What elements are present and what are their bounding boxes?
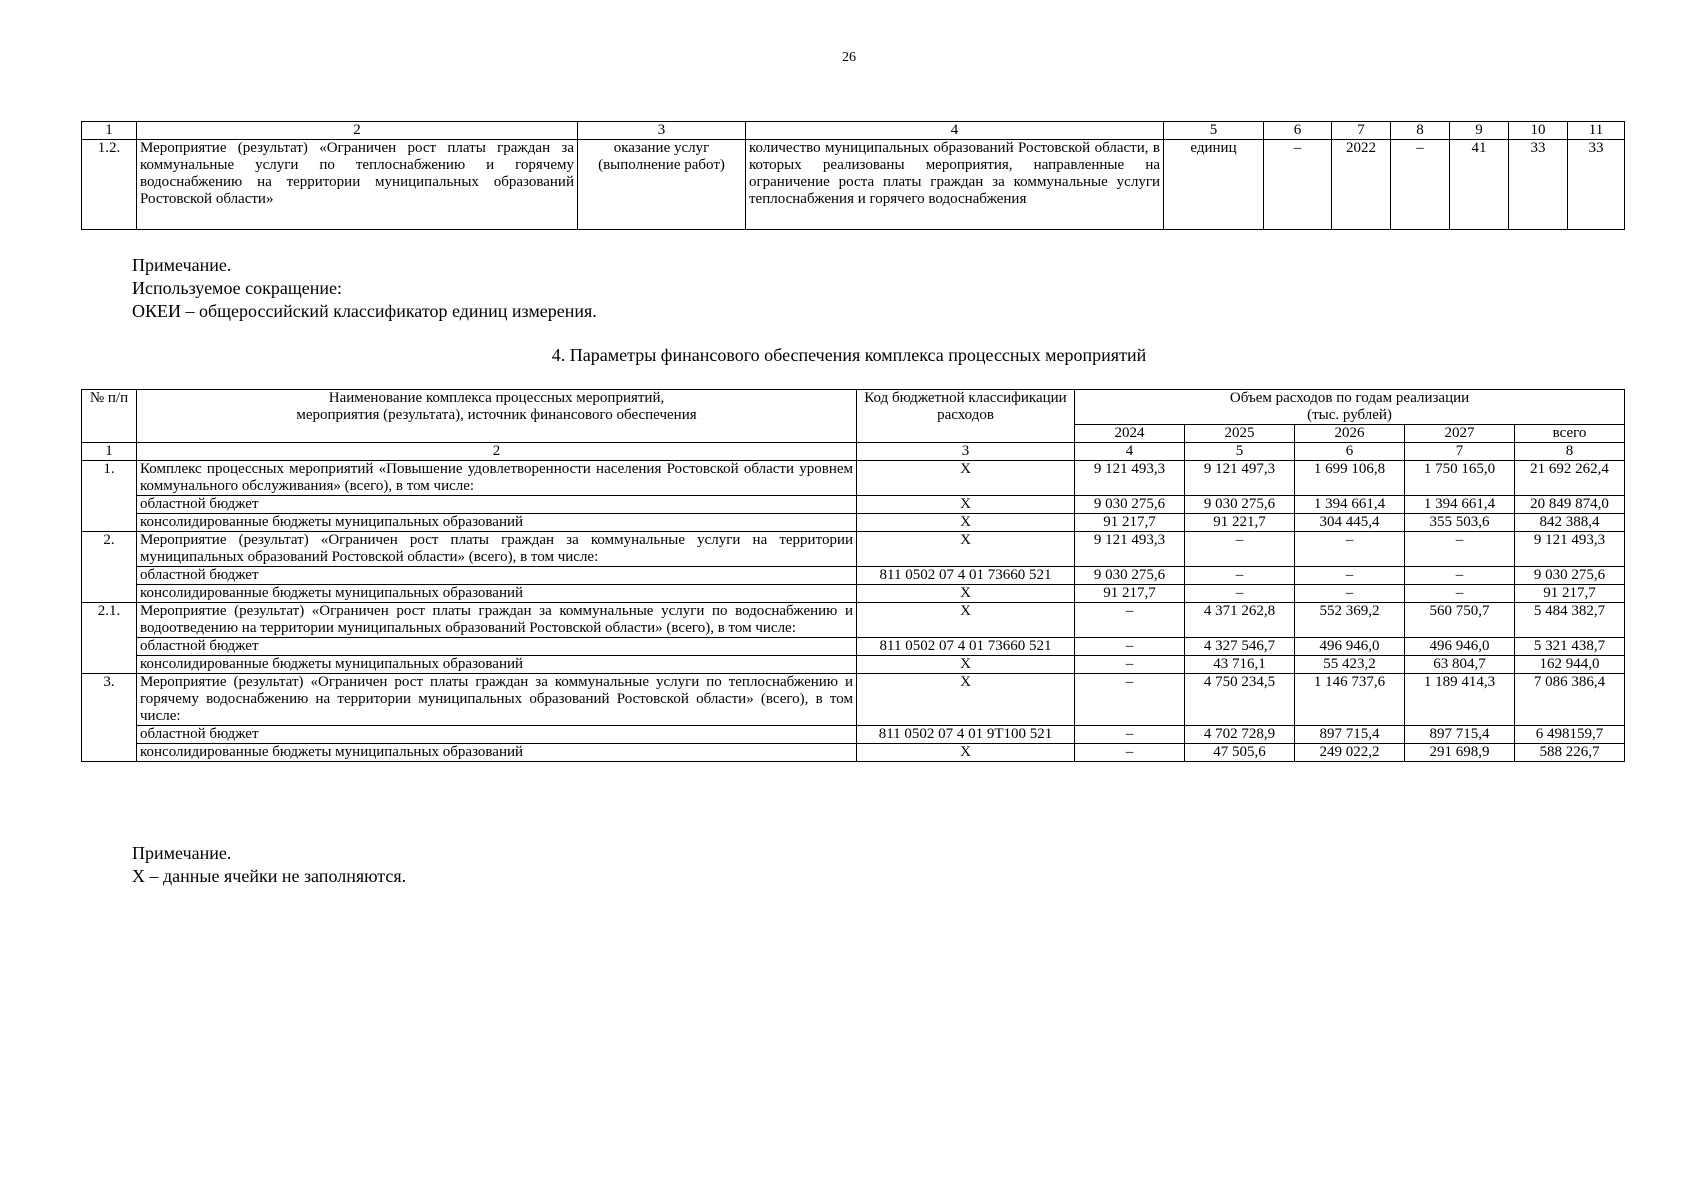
value-2027: – xyxy=(1405,532,1515,567)
column-number: 8 xyxy=(1391,122,1450,140)
value-2025: 4 702 728,9 xyxy=(1185,726,1295,744)
value-total: 842 388,4 xyxy=(1515,514,1625,532)
value-2024: 9 121 493,3 xyxy=(1075,532,1185,567)
value-2025: 9 030 275,6 xyxy=(1185,496,1295,514)
value-2025: 4 371 262,8 xyxy=(1185,603,1295,638)
value-2027: 355 503,6 xyxy=(1405,514,1515,532)
table-row xyxy=(82,638,1625,656)
year-header: 2026 xyxy=(1295,425,1405,443)
value-2025: 47 505,6 xyxy=(1185,744,1295,762)
value-2027: 63 804,7 xyxy=(1405,656,1515,674)
table-row xyxy=(82,744,1625,762)
table-row xyxy=(82,532,1625,567)
row-number: 1. xyxy=(82,461,137,532)
header-name xyxy=(137,390,857,443)
value-2027: 291 698,9 xyxy=(1405,744,1515,762)
item-name: консолидированные бюджеты муниципальных образований xyxy=(137,656,857,674)
value-2027: 560 750,7 xyxy=(1405,603,1515,638)
value-2027: – xyxy=(1405,567,1515,585)
value-2024: – xyxy=(1075,656,1185,674)
value-2027: 496 946,0 xyxy=(1405,638,1515,656)
column-number: 9 xyxy=(1450,122,1509,140)
item-name: Мероприятие (результат) «Ограничен рост платы граждан за коммунальные услуги на территории муниципальных образований Ростовской области» (всего), в том числе: xyxy=(137,532,857,567)
value-2024: – xyxy=(1075,603,1185,638)
value-2026: 1 146 737,6 xyxy=(1295,674,1405,726)
value-total: 7 086 386,4 xyxy=(1515,674,1625,726)
notes-block xyxy=(132,254,597,323)
value-2024: 91 217,7 xyxy=(1075,585,1185,603)
table-row xyxy=(82,496,1625,514)
value-2025: 4 750 234,5 xyxy=(1185,674,1295,726)
value-total: 162 944,0 xyxy=(1515,656,1625,674)
item-name: областной бюджет xyxy=(137,726,857,744)
section-title: 4. Параметры финансового обеспечения комплекса процессных мероприятий xyxy=(551,345,1147,365)
value-cell: – xyxy=(1264,140,1332,230)
column-number: 11 xyxy=(1568,122,1625,140)
header-volume xyxy=(1075,390,1625,425)
note-line: Х – данные ячейки не заполняются. xyxy=(132,866,407,886)
note-title: Примечание. xyxy=(132,843,232,863)
budget-code: X xyxy=(857,532,1075,567)
budget-code: X xyxy=(857,603,1075,638)
year-header: 2025 xyxy=(1185,425,1295,443)
page-number: 26 xyxy=(842,50,856,65)
value-2026: 304 445,4 xyxy=(1295,514,1405,532)
value-2025: 43 716,1 xyxy=(1185,656,1295,674)
value-total: 5 484 382,7 xyxy=(1515,603,1625,638)
table-row xyxy=(82,726,1625,744)
column-numbers-row xyxy=(82,122,1625,140)
note-line: ОКЕИ – общероссийский классификатор единиц измерения. xyxy=(132,301,597,321)
budget-code: X xyxy=(857,496,1075,514)
item-name: областной бюджет xyxy=(137,567,857,585)
column-number: 6 xyxy=(1264,122,1332,140)
column-number: 7 xyxy=(1405,443,1515,461)
unit-cell: единиц xyxy=(1164,140,1264,230)
value-2027: – xyxy=(1405,585,1515,603)
value-2025: 91 221,7 xyxy=(1185,514,1295,532)
header-name-line: мероприятия (результата), источник финансового обеспечения xyxy=(296,407,697,423)
note-title: Примечание. xyxy=(132,255,232,275)
column-number: 2 xyxy=(137,443,857,461)
item-name: консолидированные бюджеты муниципальных образований xyxy=(137,514,857,532)
budget-code: X xyxy=(857,674,1075,726)
header-volume-line: Объем расходов по годам реализации xyxy=(1229,390,1470,406)
header-row xyxy=(82,390,1625,425)
column-numbers-row xyxy=(82,443,1625,461)
value-cell: 2022 xyxy=(1332,140,1391,230)
value-total: 91 217,7 xyxy=(1515,585,1625,603)
item-name: областной бюджет xyxy=(137,638,857,656)
header-number: № п/п xyxy=(82,390,137,443)
year-header: 2024 xyxy=(1075,425,1185,443)
value-2024: 9 030 275,6 xyxy=(1075,496,1185,514)
value-2026: 897 715,4 xyxy=(1295,726,1405,744)
notes-block xyxy=(132,842,406,888)
table-row xyxy=(82,585,1625,603)
value-2024: – xyxy=(1075,726,1185,744)
measure-name: Мероприятие (результат) «Ограничен рост платы граждан за коммунальные услуги по теплоснабжению и горячему водоснабжению на территории муниципальных образований Ростовской области» xyxy=(137,140,578,230)
column-number: 7 xyxy=(1332,122,1391,140)
value-total: 588 226,7 xyxy=(1515,744,1625,762)
value-2025: 9 121 497,3 xyxy=(1185,461,1295,496)
column-number: 4 xyxy=(746,122,1164,140)
header-volume-line: (тыс. рублей) xyxy=(1307,407,1392,423)
value-2027: 1 394 661,4 xyxy=(1405,496,1515,514)
note-line: Используемое сокращение: xyxy=(132,278,342,298)
row-number: 2. xyxy=(82,532,137,603)
budget-code: 811 0502 07 4 01 73660 521 xyxy=(857,567,1075,585)
value-2026: 55 423,2 xyxy=(1295,656,1405,674)
value-2026: 249 022,2 xyxy=(1295,744,1405,762)
value-total: 9 030 275,6 xyxy=(1515,567,1625,585)
table-row xyxy=(82,514,1625,532)
measure-description: количество муниципальных образований Ростовской области, в которых реализованы мероприятия, направленные на ограничение роста платы граждан за коммунальные услуги теплоснабжения и горячего водоснабжения xyxy=(746,140,1164,230)
column-number: 8 xyxy=(1515,443,1625,461)
item-name: Мероприятие (результат) «Ограничен рост платы граждан за коммунальные услуги по водоснабжению и водоотведению на территории муниципальных образований Ростовской области» (всего), в том числе: xyxy=(137,603,857,638)
value-2026: 552 369,2 xyxy=(1295,603,1405,638)
value-cell: 33 xyxy=(1509,140,1568,230)
value-cell: 41 xyxy=(1450,140,1509,230)
value-2026: 496 946,0 xyxy=(1295,638,1405,656)
header-code: Код бюджетной классификации расходов xyxy=(857,390,1075,443)
budget-code: X xyxy=(857,461,1075,496)
value-total: 6 498159,7 xyxy=(1515,726,1625,744)
row-number: 3. xyxy=(82,674,137,762)
header-name-line: Наименование комплекса процессных мероприятий, xyxy=(328,390,665,406)
row-number: 2.1. xyxy=(82,603,137,674)
indicators-table xyxy=(81,121,1625,230)
column-number: 3 xyxy=(578,122,746,140)
column-number: 4 xyxy=(1075,443,1185,461)
value-2024: 9 121 493,3 xyxy=(1075,461,1185,496)
item-name: Мероприятие (результат) «Ограничен рост платы граждан за коммунальные услуги по теплоснабжению и горячему водоснабжению на территории муниципальных образований Ростовской области» (всего), в том числе: xyxy=(137,674,857,726)
value-total: 5 321 438,7 xyxy=(1515,638,1625,656)
value-2024: 91 217,7 xyxy=(1075,514,1185,532)
table-row xyxy=(82,140,1625,230)
total-header: всего xyxy=(1515,425,1625,443)
value-2026: – xyxy=(1295,585,1405,603)
column-number: 1 xyxy=(82,122,137,140)
table-row xyxy=(82,603,1625,638)
value-total: 9 121 493,3 xyxy=(1515,532,1625,567)
column-number: 2 xyxy=(137,122,578,140)
value-cell: 33 xyxy=(1568,140,1625,230)
value-2024: – xyxy=(1075,638,1185,656)
table-row xyxy=(82,461,1625,496)
budget-code: X xyxy=(857,585,1075,603)
value-2024: – xyxy=(1075,744,1185,762)
item-name: консолидированные бюджеты муниципальных образований xyxy=(137,744,857,762)
value-2026: – xyxy=(1295,567,1405,585)
column-number: 10 xyxy=(1509,122,1568,140)
budget-code: X xyxy=(857,514,1075,532)
column-number: 1 xyxy=(82,443,137,461)
value-2025: – xyxy=(1185,585,1295,603)
value-2026: 1 699 106,8 xyxy=(1295,461,1405,496)
table-row xyxy=(82,656,1625,674)
budget-code: X xyxy=(857,656,1075,674)
column-number: 5 xyxy=(1185,443,1295,461)
year-header: 2027 xyxy=(1405,425,1515,443)
table-row xyxy=(82,674,1625,726)
table-row xyxy=(82,567,1625,585)
value-2026: – xyxy=(1295,532,1405,567)
column-number: 6 xyxy=(1295,443,1405,461)
value-cell: – xyxy=(1391,140,1450,230)
item-name: консолидированные бюджеты муниципальных образований xyxy=(137,585,857,603)
value-2027: 1 189 414,3 xyxy=(1405,674,1515,726)
row-number: 1.2. xyxy=(82,140,137,230)
value-2026: 1 394 661,4 xyxy=(1295,496,1405,514)
budget-code: 811 0502 07 4 01 73660 521 xyxy=(857,638,1075,656)
budget-code: X xyxy=(857,744,1075,762)
column-number: 3 xyxy=(857,443,1075,461)
item-name: Комплекс процессных мероприятий «Повышение удовлетворенности населения Ростовской области уровнем коммунального обслуживания» (всего), в том числе: xyxy=(137,461,857,496)
value-2025: – xyxy=(1185,532,1295,567)
value-2025: 4 327 546,7 xyxy=(1185,638,1295,656)
value-2024: 9 030 275,6 xyxy=(1075,567,1185,585)
financing-table xyxy=(81,389,1625,762)
value-2024: – xyxy=(1075,674,1185,726)
column-number: 5 xyxy=(1164,122,1264,140)
value-2027: 1 750 165,0 xyxy=(1405,461,1515,496)
item-name: областной бюджет xyxy=(137,496,857,514)
value-2025: – xyxy=(1185,567,1295,585)
value-total: 20 849 874,0 xyxy=(1515,496,1625,514)
value-total: 21 692 262,4 xyxy=(1515,461,1625,496)
budget-code: 811 0502 07 4 01 9Т100 521 xyxy=(857,726,1075,744)
measure-type: оказание услуг (выполнение работ) xyxy=(578,140,746,230)
value-2027: 897 715,4 xyxy=(1405,726,1515,744)
